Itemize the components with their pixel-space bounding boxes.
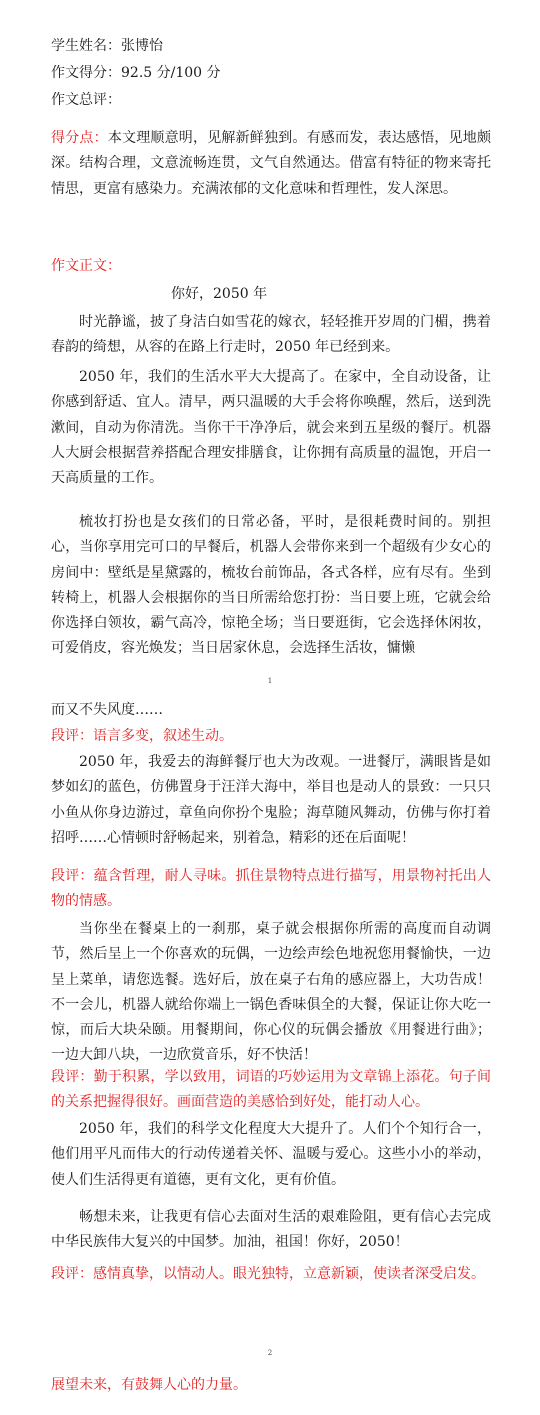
comment-4-label: 段评： bbox=[51, 1266, 93, 1282]
summary-paragraph bbox=[51, 126, 491, 202]
summary-label: 得分点： bbox=[51, 130, 108, 146]
essay-paragraph-4: 2050 年，我爱去的海鲜餐厅也大为改观。一进餐厅，满眼皆是如梦如幻的蓝色，仿佛置身于汪洋大海中，举目也是动人的景致：一只只小鱼从你身边游过，章鱼向你扮个鬼脸；海草随风舞动，仿佛与你打着招呼……心情顿时舒畅起来，别着急，精彩的还在后面呢！ bbox=[51, 754, 491, 846]
paragraph-comment-4 bbox=[51, 1264, 491, 1284]
essay-paragraph-5: 当你坐在餐桌上的一刹那，桌子就会根据你所需的高度而自动调节，然后呈上一个你喜欢的玩偶，一边绘声绘色地祝您用餐愉快，一边呈上菜单，请您选餐。选好后，放在桌子右角的感应器上，大功告成！不一会儿，机器人就给你端上一锅色香味俱全的大餐，保证让你大吃一惊，而后大块朵颐。用餐期间，你心仪的玩偶会播放《用餐进行曲》；一边大卸八块，一边欣赏音乐，好不快活！ bbox=[51, 921, 491, 1064]
comment-2-label: 段评： bbox=[51, 868, 94, 884]
score-label: 作文得分： bbox=[51, 65, 121, 81]
score-value: 92.5 分/100 分 bbox=[121, 65, 221, 81]
essay-paragraph-6: 2050 年，我们的科学文化程度大大提升了。人们个个知行合一，他们用平凡而伟大的行动传递着关怀、温暖与爱心。这些小小的举动，使人们生活得更有道德，更有文化，更有价值。 bbox=[51, 1121, 491, 1188]
essay-paragraph-3: 梳妆打扮也是女孩们的日常必备，平时，是很耗费时间的。别担心，当你享用完可口的早餐后，机器人会带你来到一个超级有少女心的房间中：壁纸是星黛露的，梳妆台前饰品，各式各样，应有尽有。坐到转椅上，机器人会根据你的当日所需给您打扮：当日要上班，它就会给你选择白领妆，霸气高冷，惊艳全场；当日要逛街，它会选择休闲妆，可爱俏皮，容光焕发；当日居家休息，会选择生活妆，慵懒 bbox=[51, 514, 491, 657]
comment-3-label: 段评： bbox=[51, 1069, 94, 1085]
paragraph-comment-1 bbox=[51, 726, 491, 746]
comment-3-text: 勤于积累，学以致用，词语的巧妙运用为文章锦上添花。句子间的关系把握得很好。画面营造的美感恰到好处，能打动人心。 bbox=[51, 1069, 492, 1111]
student-name-label: 学生姓名： bbox=[51, 38, 121, 54]
page-number-1: 1 bbox=[267, 677, 273, 685]
essay-paragraph-3-continued: 而又不失风度…… bbox=[51, 702, 163, 718]
essay-paragraph-7: 畅想未来，让我更有信心去面对生活的艰难险阻，更有信心去完成中华民族伟大复兴的中国梦。加油，祖国！你好，2050！ bbox=[51, 1209, 491, 1251]
student-name-line bbox=[51, 36, 491, 56]
summary-text: 本文理顺意明，见解新鲜独到。有感而发，表达感悟，见地颇深。结构合理，文意流畅连贯，文气自然通达。借富有特征的物来寄托情思，更富有感染力。充满浓郁的文化意味和哲理性，发人深思。 bbox=[51, 130, 492, 197]
paragraph-comment-2 bbox=[51, 864, 491, 915]
essay-label: 作文正文： bbox=[51, 258, 121, 274]
paragraph-comment-4-continued: 展望未来，有鼓舞人心的力量。 bbox=[51, 1377, 247, 1393]
paragraph-comment-3 bbox=[51, 1065, 491, 1116]
score-line bbox=[51, 63, 491, 83]
page-number-2: 2 bbox=[267, 1349, 273, 1357]
comment-1-text: 语言多变，叙述生动。 bbox=[93, 728, 233, 744]
comment-2-text: 蕴含哲理，耐人寻味。抓住景物特点进行描写，用景物衬托出人物的情感。 bbox=[51, 868, 492, 910]
comment-1-label: 段评： bbox=[51, 728, 93, 744]
essay-paragraph-1: 时光静谧，披了身洁白如雪花的嫁衣，轻轻推开岁周的门楣，携着春韵的绮想，从容的在路上行走时，2050 年已经到来。 bbox=[51, 314, 491, 356]
comment-4-text: 感情真挚，以情动人。眼光独特，立意新颖，使读者深受启发。 bbox=[93, 1266, 485, 1282]
essay-paragraph-2: 2050 年，我们的生活水平大大提高了。在家中，全自动设备，让你感到舒适、宜人。清早，两只温暖的大手会将你唤醒，然后，送到洗漱间，自动为你清洗。当你干干净净后，就会来到五星级的餐厅。机器人大厨会根据营养搭配合理安排膳食，让你拥有高质量的温饱，开启一天高质量的工作。 bbox=[51, 369, 491, 487]
student-name-value: 张博怡 bbox=[121, 38, 163, 54]
essay-title: 你好，2050 年 bbox=[171, 286, 268, 302]
overall-review-label: 作文总评： bbox=[51, 92, 121, 108]
